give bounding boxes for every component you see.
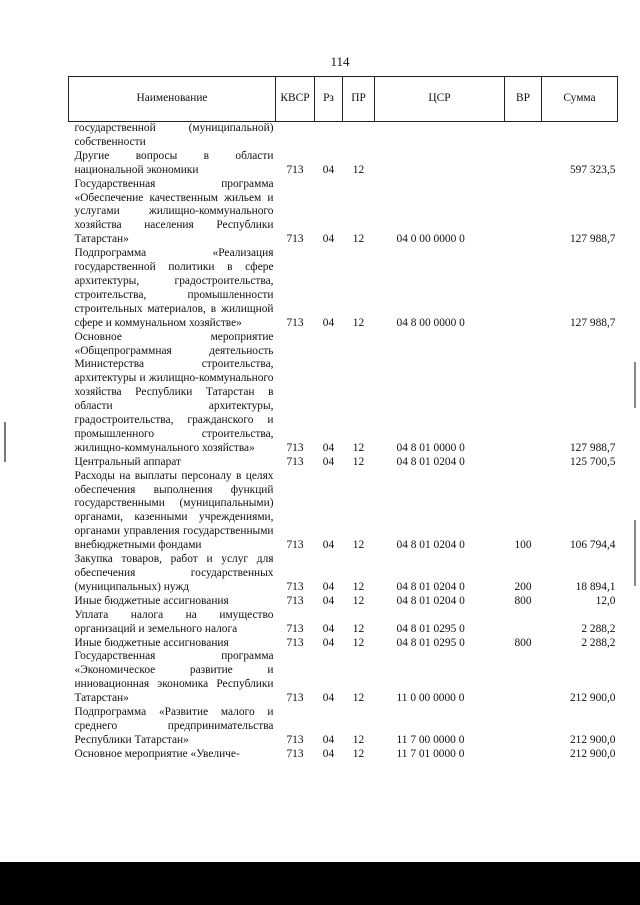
cell-vr [505,331,542,456]
cell-rz: 04 [322,692,335,705]
cell-vr [505,456,542,470]
cell-name: Закупка товаров, работ и услуг для обеспечения государственных (муниципальных) нужд [74,553,274,593]
cell-sum: 127 988,7 [569,441,616,454]
cell-pr: 12 [352,692,365,705]
cell-rz: 04 [322,636,335,649]
table-row [69,331,618,456]
table-row [69,553,618,595]
cell-sum: 2 288,2 [581,636,616,649]
cell-pr [343,122,375,150]
cell-name: Иные бюджетные ассигнования [74,636,229,649]
cell-pr: 12 [352,233,365,246]
header-kvsr: КВСР [276,77,315,122]
scan-edge-mark-right [634,362,636,408]
header-rz: Рз [315,77,343,122]
cell-rz: 04 [322,441,335,454]
cell-sum: 212 900,0 [569,733,616,746]
cell-kvsr: 713 [286,692,304,705]
cell-pr: 12 [352,316,365,329]
header-pr: ПР [343,77,375,122]
cell-csr: 04 8 01 0204 0 [396,580,465,593]
cell-sum: 127 988,7 [569,316,616,329]
cell-kvsr: 713 [286,455,304,468]
cell-rz: 04 [322,580,335,593]
cell-pr: 12 [352,636,365,649]
header-vr: ВР [505,77,542,122]
cell-name: Основное мероприятие «Общепрограммная деятельность Министерства строительства, архитектуры и жилищно-коммунального хозяйства Республики Татарстан в области архитектуры, градостроительства, гражданского и промышленного строительства, жилищно-коммунального хозяйства» [74,330,274,454]
table-row [69,456,618,470]
cell-name: Расходы на выплаты персоналу в целях обеспечения выполнения функций государственными (муниципальными) органами, казенными учреждениями, органами управления государственными внебюджетными фондами [74,469,274,552]
table-row [69,595,618,609]
cell-kvsr: 713 [286,316,304,329]
cell-csr: 11 0 00 0000 0 [396,692,465,705]
cell-rz: 04 [322,163,335,176]
table-row [69,609,618,637]
cell-rz: 04 [322,316,335,329]
cell-name: Центральный аппарат [74,455,182,468]
cell-rz: 04 [322,594,335,607]
cell-vr [505,122,542,150]
cell-sum: 125 700,5 [569,455,616,468]
cell-kvsr: 713 [286,441,304,454]
cell-rz [315,122,343,150]
cell-rz: 04 [322,455,335,468]
scan-edge-mark-right [634,520,636,586]
cell-sum: 127 988,7 [569,233,616,246]
table-row [69,650,618,706]
cell-name: Основное мероприятие «Увеличе- [74,747,240,760]
cell-vr [505,706,542,748]
cell-kvsr: 713 [286,733,304,746]
table-header [69,77,618,122]
cell-sum: 12,0 [595,594,616,607]
cell-name: Подпрограмма «Реализация государственной политики в сфере архитектуры, градостроительства, строительства, промышленности строительных материалов, в жилищной сфере и коммунальном хозяйстве» [74,247,274,329]
cell-name: Иные бюджетные ассигнования [74,594,229,607]
cell-pr: 12 [352,733,365,746]
header-sum: Сумма [542,77,618,122]
cell-kvsr: 713 [286,636,304,649]
cell-csr: 04 8 01 0204 0 [396,539,465,552]
cell-csr [375,122,505,150]
cell-name: Подпрограмма «Развитие малого и среднего предпринимательства Республики Татарстан» [74,706,274,746]
table-body [69,122,618,762]
cell-kvsr: 713 [286,233,304,246]
cell-rz: 04 [322,233,335,246]
page-number: 114 [330,54,350,69]
scan-edge-mark-left [4,422,6,462]
cell-vr [505,650,542,706]
cell-kvsr: 713 [286,539,304,552]
cell-sum [542,122,618,150]
cell-sum: 106 794,4 [569,539,616,552]
header-csr: ЦСР [375,77,505,122]
cell-sum: 18 894,1 [575,580,616,593]
cell-csr [375,150,505,178]
cell-pr: 12 [352,441,365,454]
scan-bottom-border [0,862,640,905]
cell-vr: 100 [514,539,532,552]
cell-vr [505,748,542,762]
cell-vr: 800 [514,636,532,649]
cell-vr [505,178,542,248]
cell-csr: 04 0 00 0000 0 [396,233,465,246]
cell-csr: 04 8 01 0204 0 [396,455,465,468]
cell-csr: 04 8 01 0204 0 [396,594,465,607]
table-row [69,122,618,150]
cell-sum: 2 288,2 [581,622,616,635]
table-row [69,706,618,748]
cell-sum: 212 900,0 [569,747,616,760]
cell-kvsr: 713 [286,163,304,176]
cell-csr: 04 8 00 0000 0 [396,316,465,329]
budget-table [68,76,618,762]
cell-rz: 04 [322,622,335,635]
header-name: Наименование [69,77,276,122]
cell-rz: 04 [322,733,335,746]
cell-csr: 04 8 01 0295 0 [396,622,465,635]
cell-name: Уплата налога на имущество организаций и земельного налога [74,608,274,635]
cell-rz: 04 [322,539,335,552]
table-row [69,470,618,553]
cell-csr: 11 7 00 0000 0 [396,733,465,746]
cell-vr [505,247,542,330]
cell-vr [505,609,542,637]
cell-sum: 212 900,0 [569,692,616,705]
cell-kvsr: 713 [286,580,304,593]
cell-kvsr: 713 [286,747,304,760]
cell-pr: 12 [352,594,365,607]
cell-sum: 597 323,5 [569,163,616,176]
table-row [69,637,618,651]
cell-pr: 12 [352,163,365,176]
table-row [69,178,618,248]
cell-csr: 04 8 01 0295 0 [396,636,465,649]
cell-vr: 200 [514,580,532,593]
cell-name: Другие вопросы в области национальной экономики [74,149,274,176]
cell-pr: 12 [352,539,365,552]
cell-pr: 12 [352,622,365,635]
cell-name: Государственная программа «Обеспечение качественным жильем и услугами жилищно-коммунального хозяйства населения Республики Татарстан» [74,177,274,246]
cell-kvsr [276,122,315,150]
cell-kvsr: 713 [286,594,304,607]
table-row [69,247,618,330]
cell-kvsr: 713 [286,622,304,635]
cell-name: государственной (муниципальной) собственности [74,122,274,148]
cell-name: Государственная программа «Экономическое развитие и инновационная экономика Республики Татарстан» [74,650,274,705]
cell-csr: 04 8 01 0000 0 [396,441,465,454]
cell-pr: 12 [352,580,365,593]
cell-pr: 12 [352,455,365,468]
table-row [69,150,618,178]
cell-vr: 800 [514,594,532,607]
table-row [69,748,618,762]
cell-csr: 11 7 01 0000 0 [396,747,465,760]
cell-rz: 04 [322,747,335,760]
cell-pr: 12 [352,747,365,760]
cell-vr [505,150,542,178]
